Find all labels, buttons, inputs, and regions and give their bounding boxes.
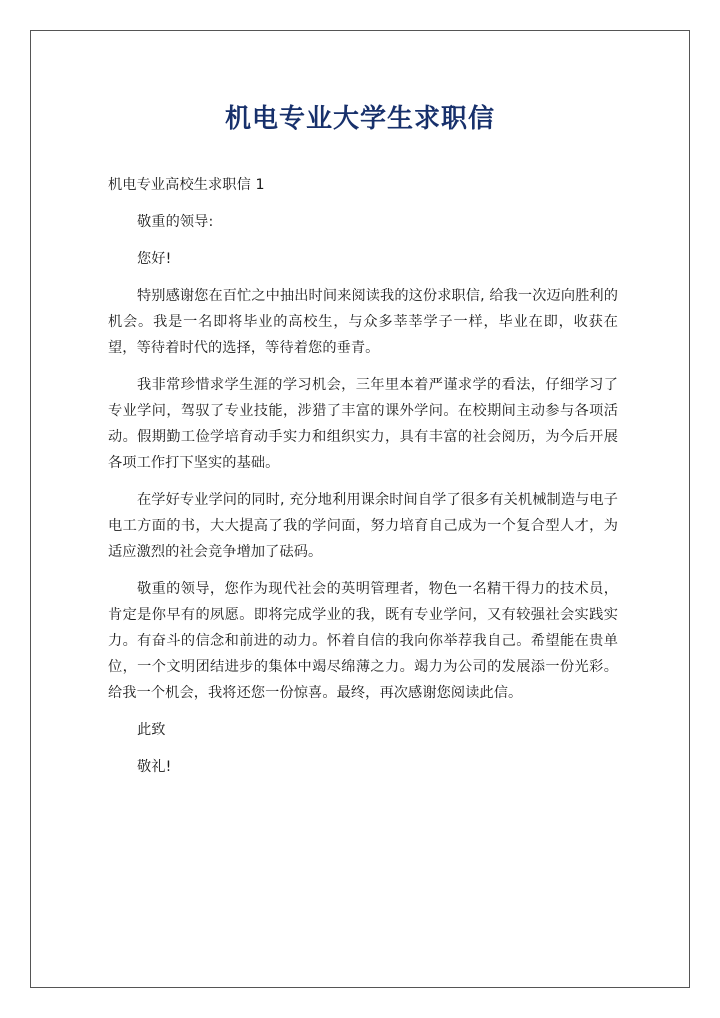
closing-line: 此致 (137, 722, 166, 738)
body-paragraph: 特别感谢您在百忙之中抽出时间来阅读我的这份求职信, 给我一次迈向胜利的机会。我是一名即将毕业的高校生，与众多莘莘学子一样，毕业在即，收获在望，等待着时代的选择，等待着您的垂青。 (108, 288, 618, 356)
greeting: 您好! (137, 251, 172, 267)
document-body (108, 172, 618, 791)
closing-salute: 敬礼! (137, 759, 172, 775)
body-paragraph: 敬重的领导，您作为现代社会的英明管理者，物色一名精干得力的技术员，肯定是你早有的夙愿。即将完成学业的我，既有专业学问，又有较强社会实践实力。有奋斗的信念和前进的动力。怀着自信的我向你举荐我自己。希望能在贵单位，一个文明团结进步的集体中竭尽绵薄之力。竭力为公司的发展添一份光彩。给我一个机会，我将还您一份惊喜。最终，再次感谢您阅读此信。 (108, 581, 618, 701)
document-subtitle: 机电专业高校生求职信 1 (108, 177, 265, 193)
body-paragraph: 我非常珍惜求学生涯的学习机会，三年里本着严谨求学的看法，仔细学习了专业学问，驾驭了专业技能，涉猎了丰富的课外学问。在校期间主动参与各项活动。假期勤工俭学培育动手实力和组织实力，具有丰富的社会阅历，为今后开展各项工作打下坚实的基础。 (108, 377, 618, 471)
body-paragraph: 在学好专业学问的同时, 充分地利用课余时间自学了很多有关机械制造与电子电工方面的书，大大提高了我的学问面，努力培育自己成为一个复合型人才，为适应激烈的社会竞争增加了砝码。 (108, 492, 618, 560)
document-title: 机电专业大学生求职信 (224, 104, 495, 134)
salutation: 敬重的领导: (137, 214, 214, 230)
